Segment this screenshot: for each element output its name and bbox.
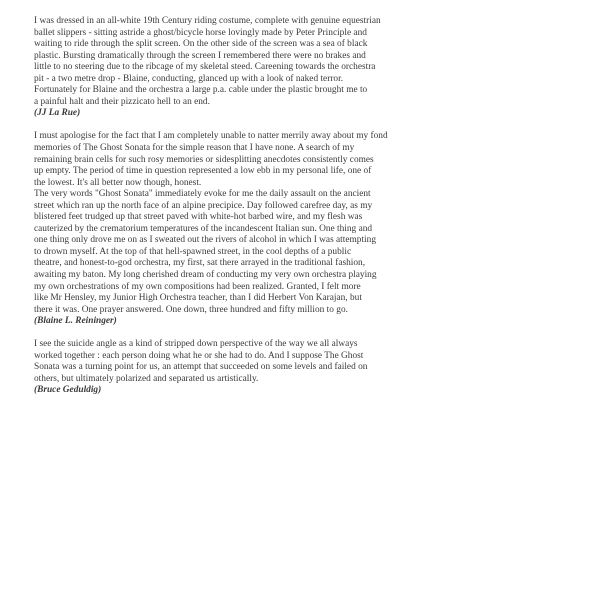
- text-line: worked together : each person doing what he or she had to do. And I suppose The Ghost: [34, 350, 364, 361]
- text-line: cauterized by the crematorium temperatures of the incandescent Italian sun. One thing and: [34, 223, 373, 234]
- author-signature: (Bruce Geduldig): [34, 385, 102, 396]
- paragraph-gap: [34, 120, 564, 132]
- text-line: there it was. One prayer answered. One down, three hundred and fifty million to go.: [34, 304, 348, 315]
- text-line: I must apologise for the fact that I am completely unable to natter merrily away about my fond: [34, 131, 388, 142]
- text-line: I see the suicide angle as a kind of stripped down perspective of the way we all always: [34, 339, 358, 350]
- text-line: memories of The Ghost Sonata for the simple reason that I have none. A search of my: [34, 142, 355, 153]
- text-line: one thing only drove me on as I sweated out the rivers of alcohol in which I was attempting: [34, 235, 377, 246]
- text-line: the lowest. It's all better now though, honest.: [34, 177, 202, 188]
- text-line: like Mr Hensley, my Junior High Orchestra teacher, than I did Herbert Von Karajan, but: [34, 293, 362, 304]
- text-line: plastic. Bursting dramatically through the screen I remembered there were no brakes and: [34, 50, 366, 61]
- text-line: up empty. The period of time in question represented a low ebb in my personal life, one of: [34, 166, 372, 177]
- text-line: little to no steering due to the ribcage of my skeletal steed. Careening towards the orchestra: [34, 62, 376, 73]
- author-signature: (Blaine L. Reininger): [34, 316, 117, 327]
- text-line: I was dressed in an all-white 19th Century riding costume, complete with genuine equestrian: [34, 16, 381, 26]
- document-page: [34, 16, 564, 397]
- author-signature: (JJ La Rue): [34, 108, 81, 119]
- text-line: waiting to ride through the split screen. On the other side of the screen was a sea of black: [34, 39, 368, 50]
- text-line: a painful halt and their pizzicato hell to an end.: [34, 96, 210, 107]
- text-line: blistered feet trudged up that street paved with white-hot barbed wire, and my flesh was: [34, 212, 363, 223]
- text-line: my own orchestrations of my own compositions had been realized. Granted, I felt more: [34, 281, 361, 292]
- text-line: to drown myself. At the top of that hell-spawned street, in the cool depths of a public: [34, 246, 352, 257]
- text-line: street which ran up the north face of an alpine precipice. Day followed carefree day, as my: [34, 200, 373, 211]
- text-line: Fortunately for Blaine and the orchestra a large p.a. cable under the plastic brought me to: [34, 85, 368, 96]
- text-line: others, but ultimately polarized and separated us artistically.: [34, 373, 259, 384]
- text-line: theatre, and honest-to-god orchestra, my first, sat there arrayed in the traditional fashion,: [34, 258, 366, 269]
- paragraph-bruce-geduldig: [34, 339, 564, 397]
- paragraph-jj-la-rue: [34, 16, 564, 120]
- paragraph-gap: [34, 328, 564, 340]
- paragraph-blaine-reininger: [34, 131, 564, 327]
- text-line: Sonata was a turning point for us, an attempt that succeeded on some levels and failed on: [34, 362, 368, 373]
- text-line: The very words "Ghost Sonata" immediately evoke for me the daily assault on the ancient: [34, 189, 371, 200]
- text-line: ballet slippers - sitting astride a ghost/bicycle horse lovingly made by Peter Principle and: [34, 27, 367, 38]
- text-line: awaiting my baton. My long cherished dream of conducting my very own orchestra playing: [34, 269, 377, 280]
- text-line: pit - a two metre drop - Blaine, conducting, glanced up with a look of naked terror.: [34, 73, 344, 84]
- text-line: remaining brain cells for such rosy memories or sidesplitting anecdotes consistently comes: [34, 154, 374, 165]
